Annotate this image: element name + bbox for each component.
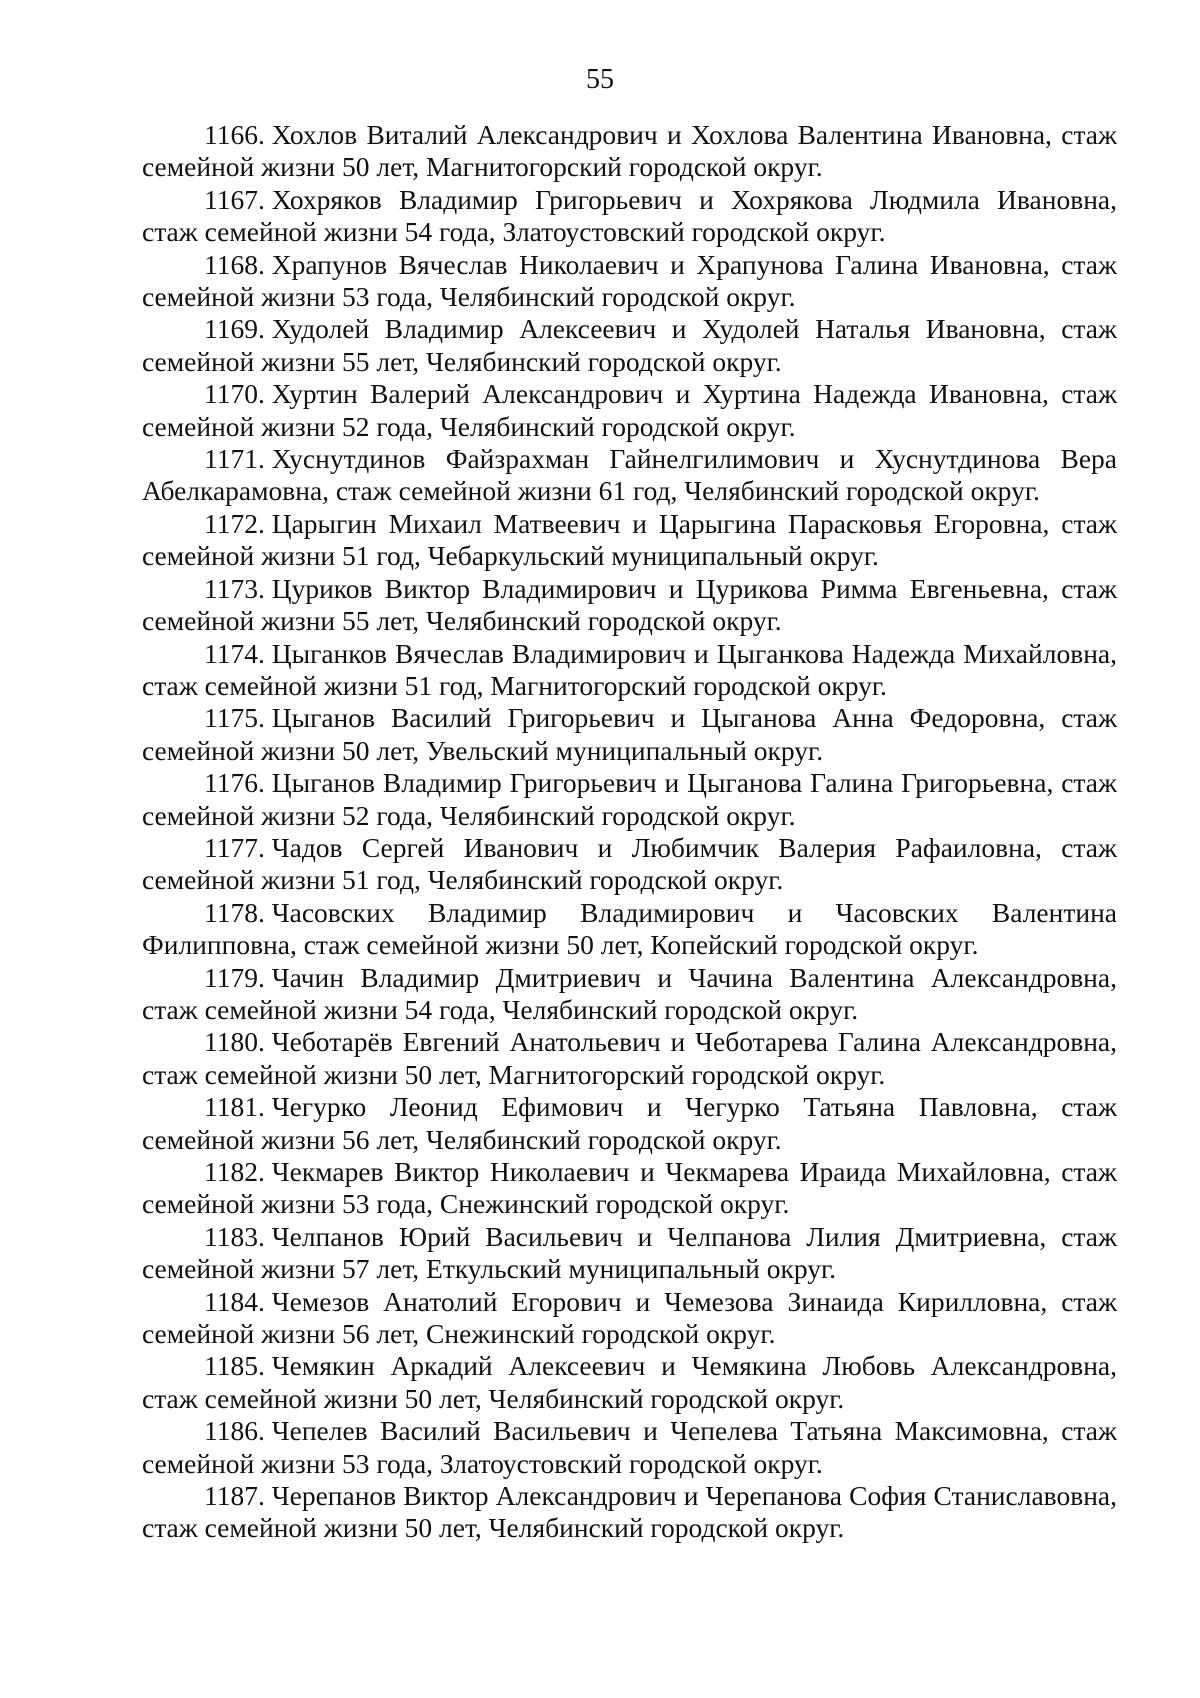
entry-text: Худолей Владимир Алексеевич и Худолей Наталья Ивановна, стаж семейной жизни 55 лет, Челябинский городской округ.	[142, 313, 1117, 377]
list-item	[142, 1221, 1117, 1286]
entry-text: Храпунов Вячеслав Николаевич и Храпунова Галина Ивановна, стаж семейной жизни 53 года, Челябинский городской округ.	[142, 248, 1117, 313]
list-item	[142, 184, 1117, 249]
entry-text: Чадов Сергей Иванович и Любимчик Валерия Рафаиловна, стаж семейной жизни 51 год, Челябинский городской округ.	[142, 831, 1117, 896]
list-item	[142, 1026, 1117, 1091]
entry-number: 1166.	[204, 119, 265, 150]
entry-text: Чегурко Леонид Ефимович и Чегурко Татьяна Павловна, стаж семейной жизни 56 лет, Челябинский городской округ.	[142, 1091, 1117, 1155]
entry-text: Цыганов Василий Григорьевич и Цыганова Анна Федоровна, стаж семейной жизни 50 лет, Увельский муниципальный округ.	[142, 702, 1117, 766]
entry-text: Часовских Владимир Владимирович и Часовских Валентина Филипповна, стаж семейной жизни 50 лет, Копейский городской округ.	[142, 896, 1117, 961]
list-item	[142, 962, 1117, 1027]
entry-number: 1183.	[204, 1220, 265, 1252]
list-item	[142, 313, 1117, 378]
entry-text: Цыганов Владимир Григорьевич и Цыганова Галина Григорьевна, стаж семейной жизни 52 года, Челябинский городской округ.	[142, 767, 1117, 831]
entry-text: Хохлов Виталий Александрович и Хохлова Валентина Ивановна, стаж семейной жизни 50 лет, Магнитогорский городской округ.	[142, 119, 1117, 183]
list-item	[142, 897, 1117, 962]
entry-text: Хуснутдинов Файзрахман Гайнелгилимович и Хуснутдинова Вера Абелкарамовна, стаж семейной жизни 61 год, Челябинский городской округ.	[142, 443, 1117, 507]
entry-text: Чачин Владимир Дмитриевич и Чачина Валентина Александровна, стаж семейной жизни 54 года, Челябинский городской округ.	[142, 961, 1117, 1025]
list-item	[142, 573, 1117, 638]
page-number: 55	[586, 64, 614, 95]
list-item	[142, 1415, 1117, 1480]
entry-number: 1187.	[204, 1480, 265, 1512]
entry-number: 1180.	[204, 1026, 265, 1058]
list-item	[142, 119, 1117, 184]
list-item	[142, 443, 1117, 508]
entry-text: Чемезов Анатолий Егорович и Чемезова Зинаида Кирилловна, стаж семейной жизни 56 лет, Снежинский городской округ.	[142, 1285, 1117, 1350]
list-item	[142, 1156, 1117, 1221]
entry-number: 1186.	[204, 1415, 265, 1447]
entry-number: 1178.	[204, 896, 265, 928]
entry-text: Чемякин Аркадий Алексеевич и Чемякина Любовь Александровна, стаж семейной жизни 50 лет, Челябинский городской округ.	[142, 1350, 1117, 1414]
list-item	[142, 1286, 1117, 1351]
list-item	[142, 832, 1117, 897]
entry-number: 1175.	[204, 702, 265, 734]
entries-list	[142, 119, 1117, 1545]
entry-text: Цуриков Виктор Владимирович и Цурикова Римма Евгеньевна, стаж семейной жизни 55 лет, Челябинский городской округ.	[142, 572, 1117, 637]
list-item	[142, 767, 1117, 832]
entry-text: Черепанов Виктор Александрович и Черепанова София Станиславовна, стаж семейной жизни 50 лет, Челябинский городской округ.	[142, 1480, 1117, 1544]
list-item	[142, 638, 1117, 703]
entry-number: 1167.	[204, 183, 265, 215]
entry-text: Цыганков Вячеслав Владимирович и Цыганкова Надежда Михайловна, стаж семейной жизни 51 год, Магнитогорский городской округ.	[142, 637, 1117, 701]
list-item	[142, 249, 1117, 314]
entry-number: 1179.	[204, 961, 265, 993]
list-item	[142, 508, 1117, 573]
list-item	[142, 378, 1117, 443]
list-item	[142, 1091, 1117, 1156]
list-item	[142, 1480, 1117, 1545]
entry-number: 1181.	[204, 1091, 265, 1123]
entry-number: 1172.	[204, 507, 265, 539]
entry-text: Хуртин Валерий Александрович и Хуртина Надежда Ивановна, стаж семейной жизни 52 года, Челябинский городской округ.	[142, 378, 1117, 442]
entry-number: 1182.	[204, 1156, 265, 1187]
entry-number: 1173.	[204, 572, 265, 604]
entry-text: Челпанов Юрий Васильевич и Челпанова Лилия Дмитриевна, стаж семейной жизни 57 лет, Еткульский муниципальный округ.	[142, 1220, 1117, 1285]
entry-text: Чепелев Василий Васильевич и Чепелева Татьяна Максимовна, стаж семейной жизни 53 года, Златоустовский городской округ.	[142, 1415, 1117, 1479]
entry-number: 1185.	[204, 1350, 265, 1382]
entry-number: 1176.	[204, 767, 265, 799]
entry-number: 1184.	[204, 1285, 265, 1317]
entry-number: 1174.	[204, 637, 265, 669]
entry-text: Чекмарев Виктор Николаевич и Чекмарева Ираида Михайловна, стаж семейной жизни 53 года, Снежинский городской округ.	[142, 1156, 1117, 1220]
entry-text: Чеботарёв Евгений Анатольевич и Чеботарева Галина Александровна, стаж семейной жизни 50 лет, Магнитогорский городской округ.	[142, 1026, 1117, 1090]
entry-text: Хохряков Владимир Григорьевич и Хохрякова Людмила Ивановна, стаж семейной жизни 54 года, Златоустовский городской округ.	[142, 183, 1117, 248]
entry-number: 1171.	[204, 443, 265, 475]
entry-number: 1170.	[204, 378, 265, 410]
entry-text: Царыгин Михаил Матвеевич и Царыгина Парасковья Егоровна, стаж семейной жизни 51 год, Чебаркульский муниципальный округ.	[142, 507, 1117, 572]
list-item	[142, 1350, 1117, 1415]
entry-number: 1168.	[204, 248, 265, 280]
list-item	[142, 702, 1117, 767]
entry-number: 1177.	[204, 831, 265, 863]
entry-number: 1169.	[204, 313, 265, 345]
